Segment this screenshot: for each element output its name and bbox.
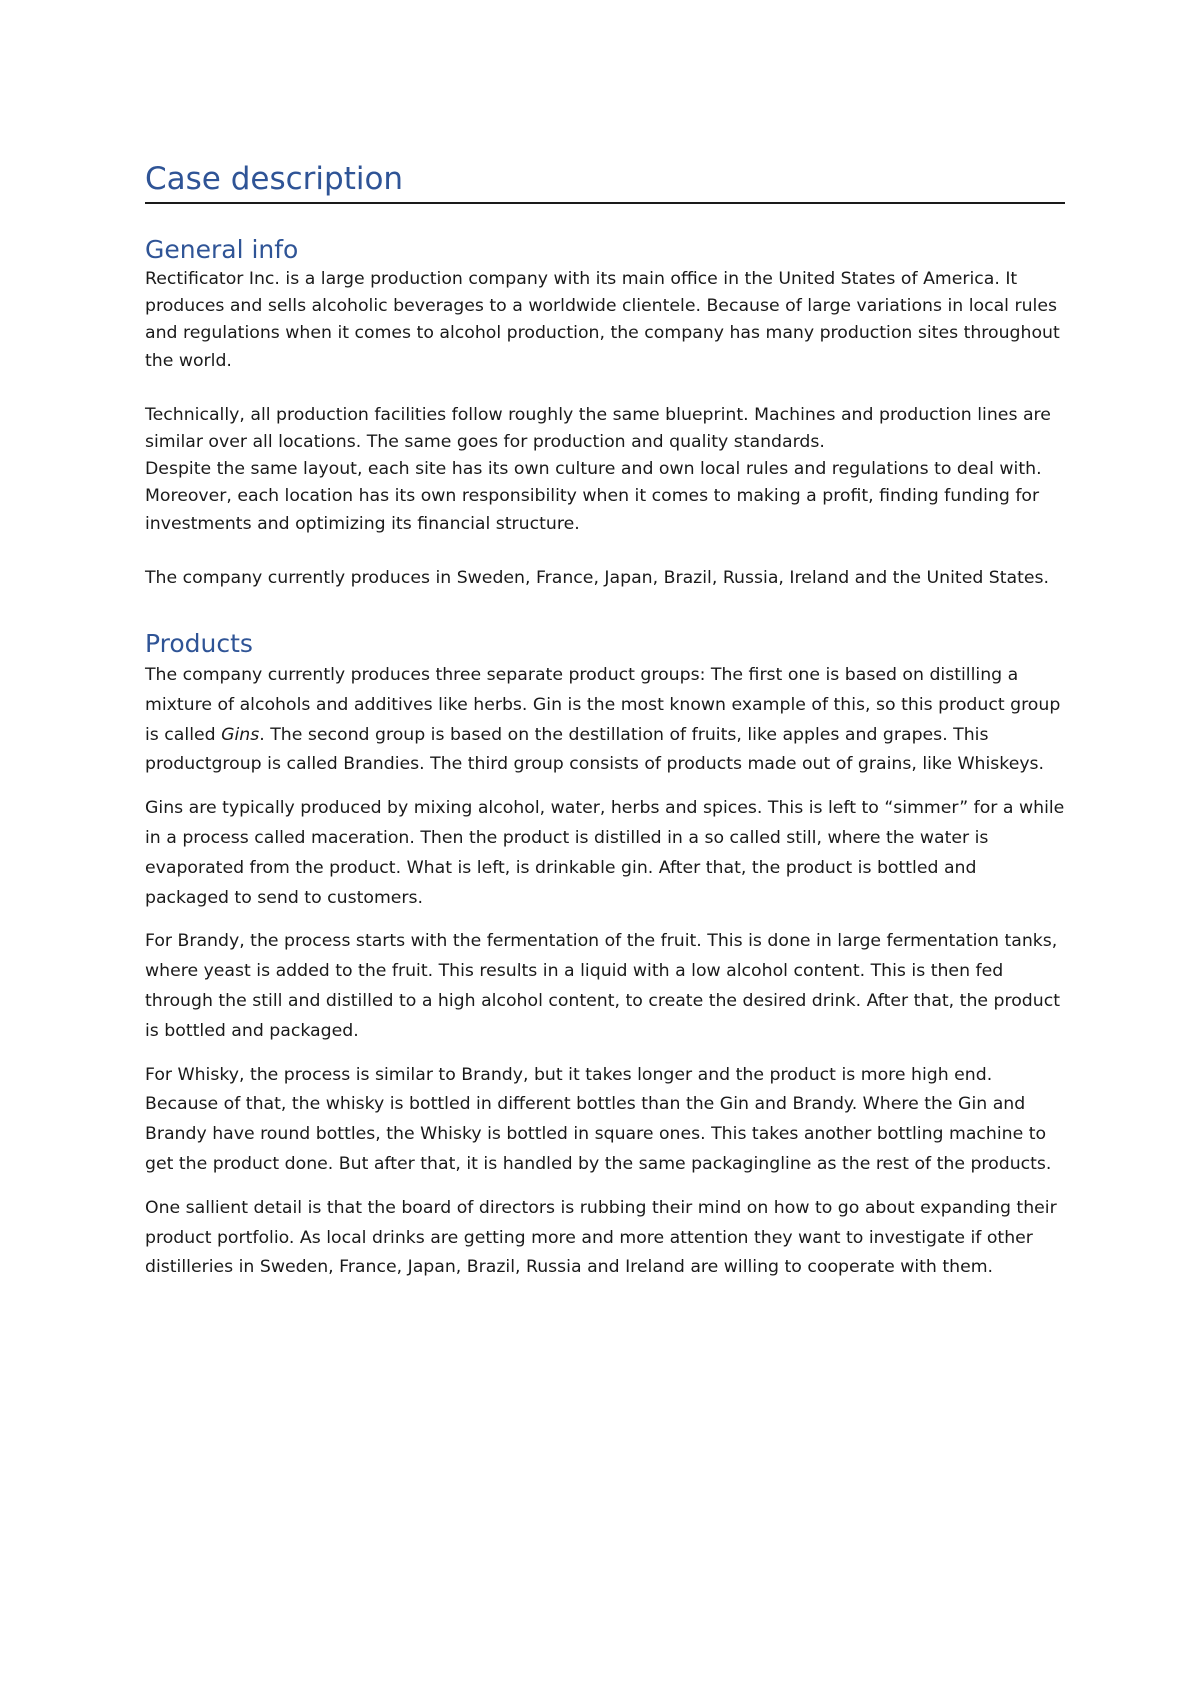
products-heading: Products [145,629,253,659]
general-info-heading: General info [145,235,299,264]
products-paragraph-5: One sallient detail is that the board of directors is rubbing their mind on how to go about expanding their product portfolio. As local drinks are getting more and more attention they want to investigate if other distilleries in Sweden, France, Japan, Brazil, Russia and Ireland are willing to cooperate with them. [145,1197,1057,1278]
products-paragraph-1-italic: Gins [221,724,260,745]
paragraph-spacer [145,375,1065,402]
products-paragraph-1-text-b: . The second group is based on the destillation of fruits, like apples and grapes. This productgroup is called Brandies. The third group consists of products made out of grains, like Whiskeys. [145,724,1045,775]
general-info-paragraph-2a: Technically, all production facilities follow roughly the same blueprint. Machines and production lines are similar over all locations. The same goes for production and quality standards. [145,404,1051,453]
paragraph-spacer [145,538,1065,565]
products-section [145,628,1065,1283]
document-page [145,160,1065,1297]
products-paragraph-3: For Brandy, the process starts with the fermentation of the fruit. This is done in large fermentation tanks, where yeast is added to the fruit. This results in a liquid with a low alcohol content. This is then fed through the still and distilled to a high alcohol content, to create the desired drink. After that, the product is bottled and packaged. [145,931,1060,1041]
general-info-paragraph-1: Rectificator Inc. is a large production company with its main office in the United States of America. It produces and sells alcoholic beverages to a worldwide clientele. Because of large variations in local rules and regulations when it comes to alcohol production, the company has many production sites throughout the world. [145,269,1060,371]
products-paragraph-1-text-a: The company currently produces three separate product groups: The first one is based on distilling a mixture of alcohols and additives like herbs. Gin is the most known example of this, so this product group is called [145,665,1061,745]
general-info-paragraph-2b: Despite the same layout, each site has its own culture and own local rules and regulations to deal with. Moreover, each location has its own responsibility when it comes to making a profit, finding funding for investments and optimizing its financial structure. [145,459,1042,534]
title-underline-rule [145,202,1065,204]
products-paragraph-2: Gins are typically produced by mixing alcohol, water, herbs and spices. This is left to “simmer” for a while in a process called maceration. Then the product is distilled in a so called still, where the water is evaporated from the product. What is left, is drinkable gin. After that, the product is bottled and packaged to send to customers. [145,798,1065,908]
products-paragraph-1 [145,661,1065,780]
general-info-paragraph-3: The company currently produces in Sweden, France, Japan, Brazil, Russia, Ireland and the United States. [145,567,1050,588]
general-info-section [145,234,1065,592]
document-title: Case description [145,161,404,197]
products-paragraph-4: For Whisky, the process is similar to Brandy, but it takes longer and the product is more high end. Because of that, the whisky is bottled in different bottles than the Gin and Brandy. Where the Gin and Brandy have round bottles, the Whisky is bottled in square ones. This takes another bottling machine to get the product done. But after that, it is handled by the same packagingline as the rest of the products. [145,1064,1052,1174]
